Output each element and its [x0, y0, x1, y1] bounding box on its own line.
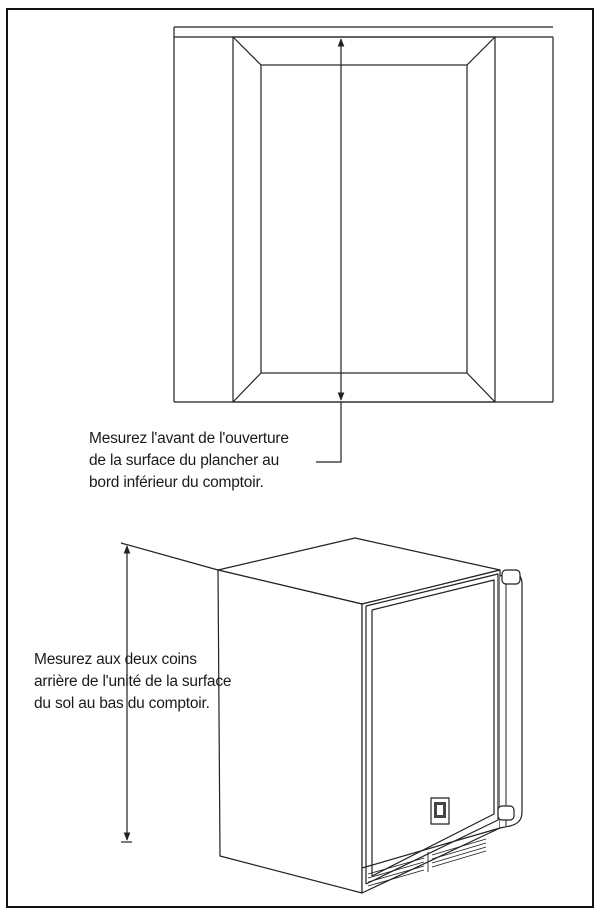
bevel-bottom-right	[467, 373, 495, 402]
top-extension-line	[121, 543, 218, 570]
unit-caption-line-2: arrière de l'unité de la surface	[34, 673, 232, 690]
door-handle	[500, 573, 522, 828]
handle-top-cap	[502, 570, 520, 584]
unit-side	[218, 570, 362, 893]
opening-caption-line-1: Mesurez l'avant de l'ouverture	[89, 430, 289, 447]
undercounter-unit-figure	[121, 538, 522, 893]
opening-recess	[261, 65, 467, 373]
bevel-top-right	[467, 37, 495, 65]
opening-frame	[233, 37, 495, 402]
unit-caption-line-1: Mesurez aux deux coins	[34, 651, 197, 668]
bevel-bottom-left	[233, 373, 261, 402]
opening-caption	[89, 428, 289, 494]
opening-caption-line-3: bord inférieur du comptoir.	[89, 474, 264, 491]
opening-caption-line-2: de la surface du plancher au	[89, 452, 280, 469]
unit-caption-line-3: du sol au bas du comptoir.	[34, 695, 210, 712]
opening-leader-line	[316, 402, 341, 462]
cabinet-opening-figure	[174, 27, 553, 462]
unit-caption	[34, 649, 231, 715]
bevel-top-left	[233, 37, 261, 65]
handle-bottom-cap	[498, 806, 514, 820]
